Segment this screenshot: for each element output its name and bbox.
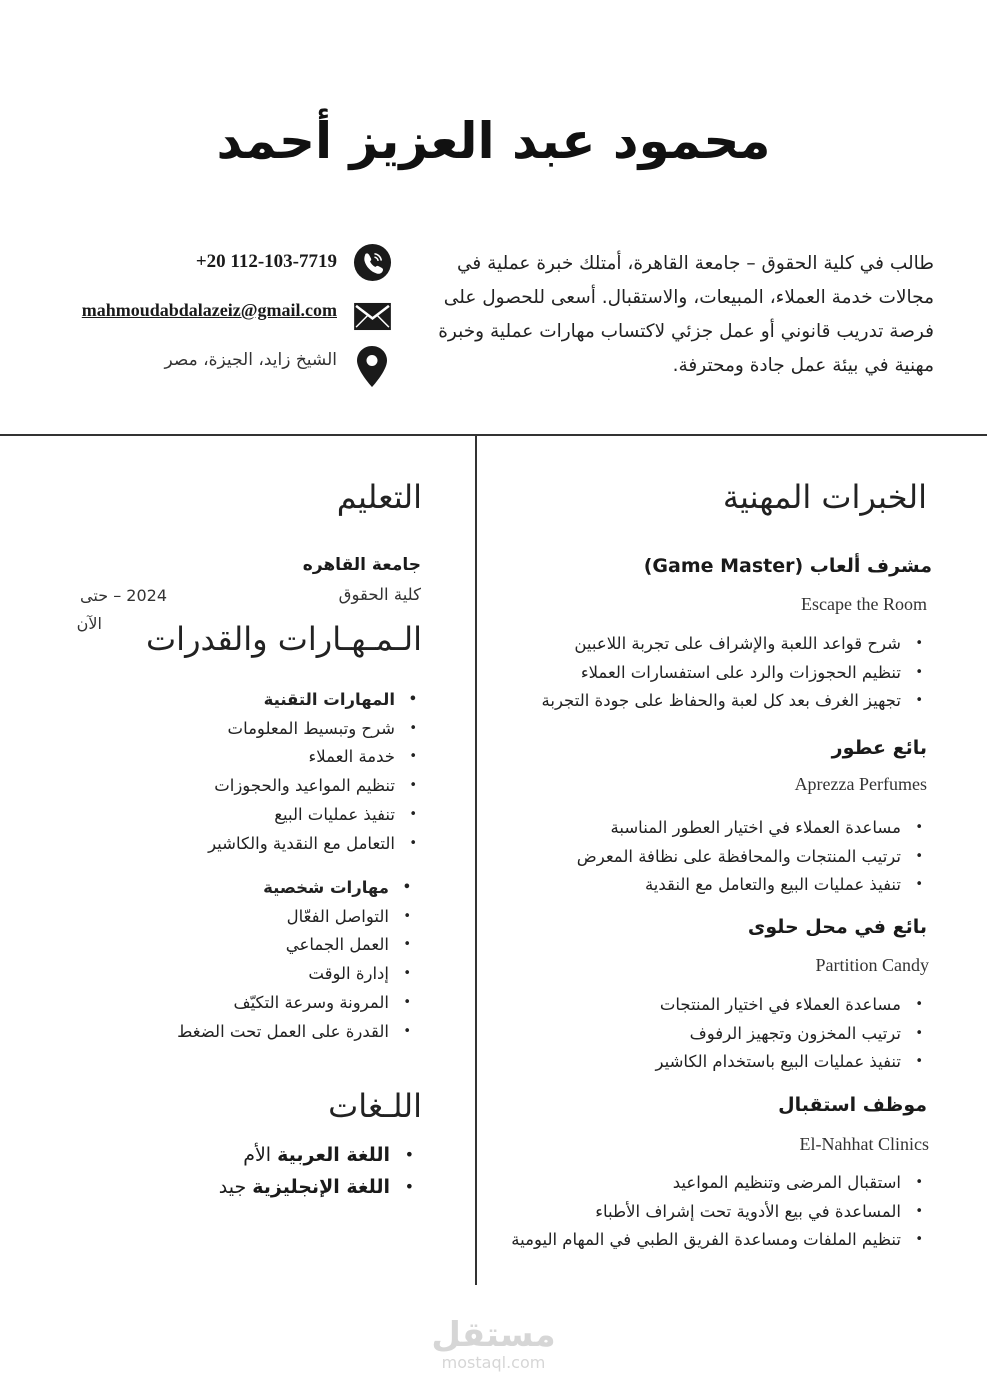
- profile-summary: طالب في كلية الحقوق – جامعة القاهرة، أمتلك خبرة عملية في مجالات خدمة العملاء، المبيعات، والاستقبال. أسعى للحصول على فرصة تدريب قانوني أو عمل جزئي لاكتساب مهارات عملية وخبرة مهنية في بيئة عمل جادة ومحترفة.: [438, 253, 934, 376]
- list-item: • خدمة العملاء: [208, 743, 421, 772]
- watermark-arabic: مستقل: [431, 1315, 556, 1355]
- horizontal-divider: [0, 434, 987, 436]
- company-name: Aprezza Perfumes: [794, 774, 927, 794]
- vertical-divider: [475, 436, 477, 1285]
- candidate-name: محمود عبد العزيز أحمد: [216, 112, 771, 170]
- list-item: • المرونة وسرعة التكيّف: [177, 989, 415, 1018]
- job-duties-list: [656, 991, 927, 1077]
- watermark-latin: mostaql.com: [441, 1353, 546, 1372]
- list-item: • إدارة الوقت: [177, 960, 415, 989]
- job-duties-list: [511, 1169, 927, 1255]
- list-item: • المساعدة في بيع الأدوية تحت إشراف الأطباء: [511, 1198, 927, 1227]
- list-item: • مساعدة العملاء في اختيار المنتجات: [656, 991, 927, 1020]
- list-item: • تجهيز الغرف بعد كل لعبة والحفاظ على جودة التجربة: [542, 687, 927, 716]
- list-item: • تنظيم الحجوزات والرد على استفسارات العملاء: [542, 659, 927, 688]
- language-name: اللغة العربية: [277, 1144, 390, 1166]
- education-date-end: الآن: [76, 614, 102, 633]
- list-item: • التعامل مع النقدية والكاشير: [208, 830, 421, 859]
- language-level: الأم: [243, 1144, 272, 1166]
- job-title: مشرف ألعاب (Game Master): [643, 555, 932, 577]
- job-title: موظف استقبال: [778, 1094, 927, 1116]
- job-title: بائع عطور: [831, 737, 927, 759]
- list-item: • ترتيب المخزون وتجهيز الرفوف: [656, 1020, 927, 1049]
- experience-title: الخبرات المهنية: [722, 478, 927, 516]
- list-item: • شرح وتبسيط المعلومات: [208, 715, 421, 744]
- technical-skills-list: [208, 686, 421, 858]
- envelope-icon: [353, 302, 392, 331]
- list-item: • تنفيذ عمليات البيع: [208, 801, 421, 830]
- list-item: • التواصل الفعّال: [177, 903, 415, 932]
- education-date-start: 2024 – حتى: [80, 586, 167, 605]
- list-item: • العمل الجماعي: [177, 931, 415, 960]
- list-item: • تنفيذ عمليات البيع باستخدام الكاشير: [656, 1048, 927, 1077]
- languages-list: [219, 1139, 420, 1203]
- languages-title: اللـغات: [328, 1087, 422, 1125]
- email-link[interactable]: mahmoudabdalazeiz@gmail.com: [81, 300, 337, 320]
- university-name: جامعة القاهره: [302, 555, 421, 575]
- language-level: جيد: [218, 1176, 247, 1198]
- education-title: التعليم: [336, 478, 422, 516]
- list-item: • ترتيب المنتجات والمحافظة على نظافة المعرض: [577, 843, 927, 872]
- company-name: Escape the Room: [801, 594, 927, 614]
- phone-number[interactable]: +20 112-103-7719: [195, 251, 337, 272]
- skills-title: الـمـهـارات والقدرات: [146, 620, 422, 658]
- faculty-name: كلية الحقوق: [338, 585, 421, 604]
- technical-skills-heading: • المهارات التقنية: [208, 686, 421, 715]
- company-name: El-Nahhat Clinics: [799, 1134, 929, 1154]
- list-item: • تنظيم المواعيد والحجوزات: [208, 772, 421, 801]
- list-item: • شرح قواعد اللعبة والإشراف على تجربة اللاعبين: [542, 630, 927, 659]
- address: الشيخ زايد، الجيزة، مصر: [164, 350, 337, 370]
- list-item: • تنظيم الملفات ومساعدة الفريق الطبي في المهام اليومية: [511, 1226, 927, 1255]
- personal-skills-list: [177, 874, 415, 1046]
- personal-skills-heading: • مهارات شخصية: [177, 874, 415, 903]
- language-name: اللغة الإنجليزية: [252, 1176, 390, 1198]
- job-duties-list: [542, 630, 927, 716]
- list-item: [219, 1139, 420, 1171]
- list-item: • تنفيذ عمليات البيع والتعامل مع النقدية: [577, 871, 927, 900]
- phone-icon: [353, 243, 392, 282]
- watermark: [0, 1316, 987, 1372]
- job-duties-list: [577, 814, 927, 900]
- location-pin-icon: [356, 345, 388, 388]
- list-item: • مساعدة العملاء في اختيار العطور المناسبة: [577, 814, 927, 843]
- list-item: • القدرة على العمل تحت الضغط: [177, 1018, 415, 1047]
- list-item: • استقبال المرضى وتنظيم المواعيد: [511, 1169, 927, 1198]
- company-name: Partition Candy: [815, 955, 929, 975]
- list-item: [219, 1171, 420, 1203]
- job-title: بائع في محل حلوى: [747, 916, 927, 938]
